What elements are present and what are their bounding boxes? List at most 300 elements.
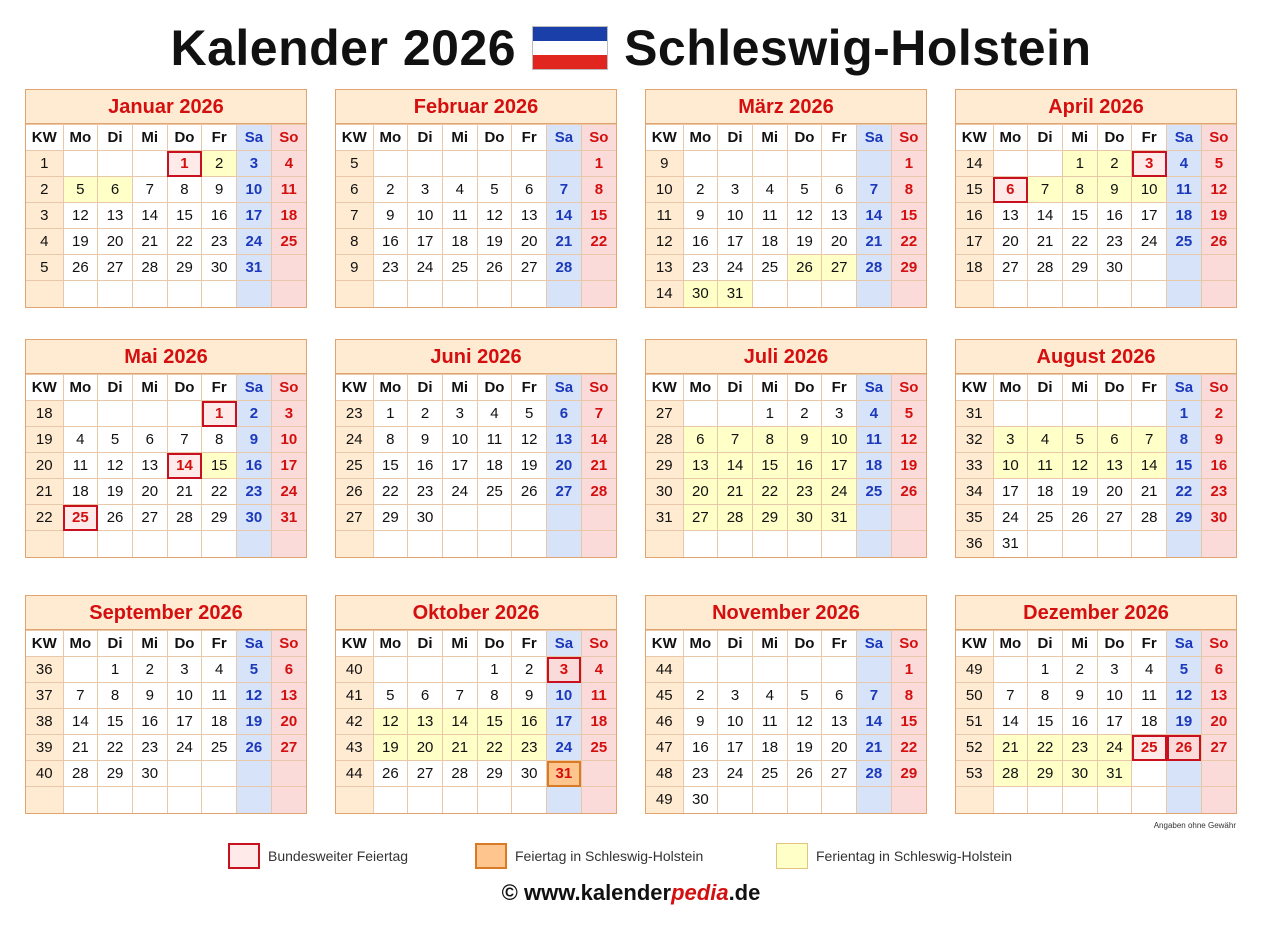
day-cell[interactable]: 3 — [442, 401, 477, 427]
day-cell[interactable]: 3 — [993, 427, 1028, 453]
day-cell[interactable]: 13 — [512, 203, 547, 229]
day-cell[interactable]: 20 — [132, 479, 167, 505]
day-cell[interactable]: 9 — [408, 427, 443, 453]
day-cell[interactable]: 12 — [1062, 453, 1097, 479]
day-cell[interactable]: 2 — [202, 151, 237, 177]
day-cell[interactable]: 25 — [1028, 505, 1063, 531]
day-cell[interactable]: 10 — [822, 427, 857, 453]
day-cell[interactable]: 10 — [1132, 177, 1167, 203]
day-cell[interactable]: 25 — [1167, 229, 1202, 255]
day-cell[interactable]: 27 — [822, 761, 857, 787]
day-cell[interactable]: 5 — [891, 401, 926, 427]
day-cell[interactable]: 27 — [993, 255, 1028, 281]
day-cell[interactable]: 7 — [167, 427, 202, 453]
day-cell[interactable]: 12 — [787, 709, 822, 735]
day-cell[interactable]: 27 — [683, 505, 718, 531]
day-cell[interactable]: 11 — [752, 709, 787, 735]
day-cell[interactable]: 14 — [167, 453, 202, 479]
day-cell[interactable]: 28 — [132, 255, 167, 281]
day-cell[interactable]: 5 — [373, 683, 408, 709]
day-cell[interactable]: 9 — [683, 203, 718, 229]
day-cell[interactable]: 24 — [547, 735, 582, 761]
day-cell[interactable]: 22 — [477, 735, 512, 761]
day-cell[interactable]: 18 — [1028, 479, 1063, 505]
day-cell[interactable]: 13 — [822, 709, 857, 735]
day-cell[interactable]: 18 — [202, 709, 237, 735]
day-cell[interactable]: 2 — [683, 177, 718, 203]
day-cell[interactable]: 24 — [718, 255, 753, 281]
day-cell[interactable]: 4 — [752, 683, 787, 709]
day-cell[interactable]: 22 — [373, 479, 408, 505]
day-cell[interactable]: 26 — [787, 255, 822, 281]
day-cell[interactable]: 20 — [822, 229, 857, 255]
day-cell[interactable]: 23 — [512, 735, 547, 761]
day-cell[interactable]: 26 — [373, 761, 408, 787]
day-cell[interactable]: 16 — [1097, 203, 1132, 229]
day-cell[interactable]: 23 — [132, 735, 167, 761]
day-cell[interactable]: 18 — [271, 203, 306, 229]
day-cell[interactable]: 22 — [1167, 479, 1202, 505]
day-cell[interactable]: 31 — [993, 531, 1028, 557]
day-cell[interactable]: 27 — [547, 479, 582, 505]
day-cell[interactable]: 3 — [1132, 151, 1167, 177]
day-cell[interactable]: 18 — [857, 453, 892, 479]
day-cell[interactable]: 25 — [63, 505, 98, 531]
day-cell[interactable]: 3 — [408, 177, 443, 203]
day-cell[interactable]: 11 — [477, 427, 512, 453]
day-cell[interactable]: 25 — [442, 255, 477, 281]
day-cell[interactable]: 25 — [857, 479, 892, 505]
day-cell[interactable]: 25 — [752, 761, 787, 787]
day-cell[interactable]: 14 — [63, 709, 98, 735]
day-cell[interactable]: 19 — [237, 709, 272, 735]
day-cell[interactable]: 23 — [373, 255, 408, 281]
footer-credit[interactable] — [0, 880, 1262, 906]
day-cell[interactable]: 13 — [993, 203, 1028, 229]
day-cell[interactable]: 11 — [1132, 683, 1167, 709]
day-cell[interactable]: 4 — [581, 657, 616, 683]
day-cell[interactable]: 25 — [752, 255, 787, 281]
day-cell[interactable]: 9 — [202, 177, 237, 203]
day-cell[interactable]: 18 — [442, 229, 477, 255]
day-cell[interactable]: 17 — [1132, 203, 1167, 229]
day-cell[interactable]: 30 — [1062, 761, 1097, 787]
day-cell[interactable]: 22 — [891, 229, 926, 255]
day-cell[interactable]: 8 — [1028, 683, 1063, 709]
day-cell[interactable]: 8 — [167, 177, 202, 203]
day-cell[interactable]: 3 — [1097, 657, 1132, 683]
day-cell[interactable]: 7 — [857, 683, 892, 709]
day-cell[interactable]: 10 — [237, 177, 272, 203]
day-cell[interactable]: 20 — [512, 229, 547, 255]
day-cell[interactable]: 25 — [271, 229, 306, 255]
day-cell[interactable]: 17 — [718, 735, 753, 761]
day-cell[interactable]: 19 — [1062, 479, 1097, 505]
day-cell[interactable]: 23 — [408, 479, 443, 505]
day-cell[interactable]: 19 — [891, 453, 926, 479]
day-cell[interactable]: 15 — [373, 453, 408, 479]
day-cell[interactable]: 5 — [1201, 151, 1236, 177]
day-cell[interactable]: 2 — [1201, 401, 1236, 427]
day-cell[interactable]: 4 — [202, 657, 237, 683]
day-cell[interactable]: 1 — [1062, 151, 1097, 177]
day-cell[interactable]: 6 — [822, 177, 857, 203]
day-cell[interactable]: 14 — [442, 709, 477, 735]
day-cell[interactable]: 6 — [408, 683, 443, 709]
day-cell[interactable]: 1 — [752, 401, 787, 427]
day-cell[interactable]: 17 — [408, 229, 443, 255]
day-cell[interactable]: 29 — [1028, 761, 1063, 787]
day-cell[interactable]: 19 — [373, 735, 408, 761]
day-cell[interactable]: 29 — [752, 505, 787, 531]
day-cell[interactable]: 19 — [512, 453, 547, 479]
day-cell[interactable]: 23 — [1097, 229, 1132, 255]
day-cell[interactable]: 29 — [373, 505, 408, 531]
day-cell[interactable]: 21 — [547, 229, 582, 255]
day-cell[interactable]: 7 — [581, 401, 616, 427]
day-cell[interactable]: 18 — [63, 479, 98, 505]
day-cell[interactable]: 3 — [167, 657, 202, 683]
day-cell[interactable]: 22 — [202, 479, 237, 505]
day-cell[interactable]: 28 — [857, 761, 892, 787]
day-cell[interactable]: 8 — [98, 683, 133, 709]
day-cell[interactable]: 15 — [1028, 709, 1063, 735]
day-cell[interactable]: 19 — [1167, 709, 1202, 735]
day-cell[interactable]: 29 — [202, 505, 237, 531]
day-cell[interactable]: 24 — [408, 255, 443, 281]
day-cell[interactable]: 1 — [98, 657, 133, 683]
day-cell[interactable]: 28 — [547, 255, 582, 281]
day-cell[interactable]: 16 — [1062, 709, 1097, 735]
day-cell[interactable]: 21 — [1028, 229, 1063, 255]
day-cell[interactable]: 19 — [787, 735, 822, 761]
day-cell[interactable]: 14 — [132, 203, 167, 229]
day-cell[interactable]: 1 — [1028, 657, 1063, 683]
day-cell[interactable]: 3 — [237, 151, 272, 177]
day-cell[interactable]: 27 — [822, 255, 857, 281]
day-cell[interactable]: 26 — [1167, 735, 1202, 761]
day-cell[interactable]: 27 — [512, 255, 547, 281]
day-cell[interactable]: 17 — [993, 479, 1028, 505]
day-cell[interactable]: 30 — [512, 761, 547, 787]
day-cell[interactable]: 12 — [891, 427, 926, 453]
day-cell[interactable]: 31 — [547, 761, 582, 787]
day-cell[interactable]: 1 — [373, 401, 408, 427]
day-cell[interactable]: 5 — [512, 401, 547, 427]
day-cell[interactable]: 23 — [683, 255, 718, 281]
day-cell[interactable]: 16 — [1201, 453, 1236, 479]
day-cell[interactable]: 15 — [1062, 203, 1097, 229]
day-cell[interactable]: 25 — [1132, 735, 1167, 761]
day-cell[interactable]: 13 — [98, 203, 133, 229]
day-cell[interactable]: 3 — [718, 683, 753, 709]
day-cell[interactable]: 17 — [1097, 709, 1132, 735]
day-cell[interactable]: 26 — [237, 735, 272, 761]
day-cell[interactable]: 30 — [1097, 255, 1132, 281]
day-cell[interactable]: 12 — [98, 453, 133, 479]
day-cell[interactable]: 5 — [477, 177, 512, 203]
day-cell[interactable]: 16 — [202, 203, 237, 229]
day-cell[interactable]: 4 — [1132, 657, 1167, 683]
day-cell[interactable]: 4 — [1167, 151, 1202, 177]
day-cell[interactable]: 22 — [98, 735, 133, 761]
day-cell[interactable]: 22 — [581, 229, 616, 255]
day-cell[interactable]: 16 — [512, 709, 547, 735]
day-cell[interactable]: 12 — [1167, 683, 1202, 709]
day-cell[interactable]: 28 — [1028, 255, 1063, 281]
day-cell[interactable]: 10 — [167, 683, 202, 709]
day-cell[interactable]: 14 — [547, 203, 582, 229]
day-cell[interactable]: 8 — [891, 683, 926, 709]
day-cell[interactable]: 2 — [787, 401, 822, 427]
day-cell[interactable]: 1 — [1167, 401, 1202, 427]
day-cell[interactable]: 4 — [857, 401, 892, 427]
day-cell[interactable]: 19 — [477, 229, 512, 255]
day-cell[interactable]: 8 — [581, 177, 616, 203]
day-cell[interactable]: 6 — [683, 427, 718, 453]
day-cell[interactable]: 30 — [202, 255, 237, 281]
day-cell[interactable]: 24 — [167, 735, 202, 761]
day-cell[interactable]: 10 — [271, 427, 306, 453]
day-cell[interactable]: 22 — [752, 479, 787, 505]
day-cell[interactable]: 13 — [271, 683, 306, 709]
day-cell[interactable]: 16 — [787, 453, 822, 479]
day-cell[interactable]: 18 — [752, 229, 787, 255]
day-cell[interactable]: 30 — [683, 281, 718, 307]
day-cell[interactable]: 9 — [1201, 427, 1236, 453]
day-cell[interactable]: 4 — [1028, 427, 1063, 453]
day-cell[interactable]: 21 — [581, 453, 616, 479]
day-cell[interactable]: 27 — [1097, 505, 1132, 531]
day-cell[interactable]: 29 — [98, 761, 133, 787]
day-cell[interactable]: 7 — [993, 683, 1028, 709]
day-cell[interactable]: 17 — [442, 453, 477, 479]
day-cell[interactable]: 9 — [132, 683, 167, 709]
day-cell[interactable]: 27 — [1201, 735, 1236, 761]
day-cell[interactable]: 17 — [718, 229, 753, 255]
day-cell[interactable]: 21 — [442, 735, 477, 761]
day-cell[interactable]: 2 — [1062, 657, 1097, 683]
day-cell[interactable]: 20 — [98, 229, 133, 255]
day-cell[interactable]: 15 — [477, 709, 512, 735]
day-cell[interactable]: 21 — [993, 735, 1028, 761]
day-cell[interactable]: 29 — [167, 255, 202, 281]
day-cell[interactable]: 1 — [202, 401, 237, 427]
day-cell[interactable]: 3 — [718, 177, 753, 203]
day-cell[interactable]: 14 — [857, 709, 892, 735]
day-cell[interactable]: 22 — [1028, 735, 1063, 761]
day-cell[interactable]: 28 — [1132, 505, 1167, 531]
day-cell[interactable]: 26 — [63, 255, 98, 281]
day-cell[interactable]: 13 — [547, 427, 582, 453]
day-cell[interactable]: 15 — [1167, 453, 1202, 479]
day-cell[interactable]: 14 — [581, 427, 616, 453]
day-cell[interactable]: 6 — [98, 177, 133, 203]
day-cell[interactable]: 7 — [442, 683, 477, 709]
day-cell[interactable]: 20 — [683, 479, 718, 505]
day-cell[interactable]: 5 — [1062, 427, 1097, 453]
day-cell[interactable]: 21 — [167, 479, 202, 505]
day-cell[interactable]: 25 — [202, 735, 237, 761]
day-cell[interactable]: 2 — [237, 401, 272, 427]
day-cell[interactable]: 9 — [373, 203, 408, 229]
day-cell[interactable]: 12 — [477, 203, 512, 229]
day-cell[interactable]: 21 — [857, 735, 892, 761]
day-cell[interactable]: 20 — [547, 453, 582, 479]
day-cell[interactable]: 31 — [1097, 761, 1132, 787]
day-cell[interactable]: 28 — [63, 761, 98, 787]
day-cell[interactable]: 1 — [477, 657, 512, 683]
day-cell[interactable]: 19 — [1201, 203, 1236, 229]
day-cell[interactable]: 7 — [63, 683, 98, 709]
day-cell[interactable]: 6 — [993, 177, 1028, 203]
day-cell[interactable]: 6 — [1201, 657, 1236, 683]
day-cell[interactable]: 8 — [477, 683, 512, 709]
day-cell[interactable]: 28 — [718, 505, 753, 531]
day-cell[interactable]: 20 — [1201, 709, 1236, 735]
day-cell[interactable]: 26 — [1062, 505, 1097, 531]
day-cell[interactable]: 21 — [63, 735, 98, 761]
day-cell[interactable]: 8 — [1062, 177, 1097, 203]
day-cell[interactable]: 11 — [1028, 453, 1063, 479]
day-cell[interactable]: 17 — [271, 453, 306, 479]
day-cell[interactable]: 17 — [547, 709, 582, 735]
day-cell[interactable]: 11 — [752, 203, 787, 229]
day-cell[interactable]: 20 — [271, 709, 306, 735]
day-cell[interactable]: 2 — [132, 657, 167, 683]
day-cell[interactable]: 29 — [1167, 505, 1202, 531]
day-cell[interactable]: 5 — [787, 683, 822, 709]
day-cell[interactable]: 31 — [822, 505, 857, 531]
day-cell[interactable]: 10 — [442, 427, 477, 453]
day-cell[interactable]: 30 — [1201, 505, 1236, 531]
day-cell[interactable]: 2 — [408, 401, 443, 427]
day-cell[interactable]: 6 — [547, 401, 582, 427]
day-cell[interactable]: 16 — [683, 735, 718, 761]
day-cell[interactable]: 15 — [891, 203, 926, 229]
day-cell[interactable]: 1 — [891, 657, 926, 683]
day-cell[interactable]: 15 — [581, 203, 616, 229]
day-cell[interactable]: 12 — [373, 709, 408, 735]
day-cell[interactable]: 24 — [442, 479, 477, 505]
day-cell[interactable]: 12 — [512, 427, 547, 453]
day-cell[interactable]: 2 — [512, 657, 547, 683]
day-cell[interactable]: 28 — [993, 761, 1028, 787]
day-cell[interactable]: 24 — [271, 479, 306, 505]
day-cell[interactable]: 30 — [787, 505, 822, 531]
day-cell[interactable]: 24 — [993, 505, 1028, 531]
day-cell[interactable]: 29 — [477, 761, 512, 787]
day-cell[interactable]: 18 — [1132, 709, 1167, 735]
day-cell[interactable]: 2 — [683, 683, 718, 709]
day-cell[interactable]: 15 — [167, 203, 202, 229]
day-cell[interactable]: 18 — [752, 735, 787, 761]
day-cell[interactable]: 9 — [1097, 177, 1132, 203]
day-cell[interactable]: 28 — [167, 505, 202, 531]
day-cell[interactable]: 31 — [237, 255, 272, 281]
day-cell[interactable]: 7 — [547, 177, 582, 203]
day-cell[interactable]: 22 — [891, 735, 926, 761]
day-cell[interactable]: 8 — [202, 427, 237, 453]
day-cell[interactable]: 8 — [373, 427, 408, 453]
day-cell[interactable]: 26 — [891, 479, 926, 505]
day-cell[interactable]: 9 — [683, 709, 718, 735]
day-cell[interactable]: 16 — [683, 229, 718, 255]
day-cell[interactable]: 21 — [857, 229, 892, 255]
day-cell[interactable]: 5 — [787, 177, 822, 203]
day-cell[interactable]: 30 — [237, 505, 272, 531]
day-cell[interactable]: 11 — [202, 683, 237, 709]
day-cell[interactable]: 23 — [1201, 479, 1236, 505]
day-cell[interactable]: 20 — [993, 229, 1028, 255]
day-cell[interactable]: 8 — [1167, 427, 1202, 453]
day-cell[interactable]: 11 — [581, 683, 616, 709]
day-cell[interactable]: 14 — [857, 203, 892, 229]
day-cell[interactable]: 24 — [1132, 229, 1167, 255]
day-cell[interactable]: 21 — [132, 229, 167, 255]
day-cell[interactable]: 31 — [271, 505, 306, 531]
day-cell[interactable]: 17 — [167, 709, 202, 735]
day-cell[interactable]: 12 — [63, 203, 98, 229]
day-cell[interactable]: 1 — [891, 151, 926, 177]
day-cell[interactable]: 26 — [477, 255, 512, 281]
day-cell[interactable]: 7 — [718, 427, 753, 453]
day-cell[interactable]: 4 — [752, 177, 787, 203]
day-cell[interactable]: 13 — [822, 203, 857, 229]
day-cell[interactable]: 12 — [787, 203, 822, 229]
day-cell[interactable]: 4 — [271, 151, 306, 177]
day-cell[interactable]: 30 — [408, 505, 443, 531]
day-cell[interactable]: 16 — [373, 229, 408, 255]
day-cell[interactable]: 11 — [442, 203, 477, 229]
day-cell[interactable]: 14 — [1132, 453, 1167, 479]
day-cell[interactable]: 4 — [63, 427, 98, 453]
day-cell[interactable]: 15 — [98, 709, 133, 735]
day-cell[interactable]: 17 — [822, 453, 857, 479]
day-cell[interactable]: 13 — [408, 709, 443, 735]
day-cell[interactable]: 15 — [202, 453, 237, 479]
day-cell[interactable]: 26 — [787, 761, 822, 787]
day-cell[interactable]: 6 — [132, 427, 167, 453]
day-cell[interactable]: 24 — [718, 761, 753, 787]
day-cell[interactable]: 5 — [1167, 657, 1202, 683]
day-cell[interactable]: 1 — [167, 151, 202, 177]
day-cell[interactable]: 10 — [547, 683, 582, 709]
day-cell[interactable]: 24 — [237, 229, 272, 255]
day-cell[interactable]: 16 — [237, 453, 272, 479]
day-cell[interactable]: 22 — [167, 229, 202, 255]
day-cell[interactable]: 6 — [822, 683, 857, 709]
day-cell[interactable]: 18 — [1167, 203, 1202, 229]
day-cell[interactable]: 1 — [581, 151, 616, 177]
day-cell[interactable]: 27 — [98, 255, 133, 281]
day-cell[interactable]: 12 — [237, 683, 272, 709]
day-cell[interactable]: 17 — [237, 203, 272, 229]
day-cell[interactable]: 20 — [408, 735, 443, 761]
day-cell[interactable]: 5 — [98, 427, 133, 453]
day-cell[interactable]: 7 — [132, 177, 167, 203]
day-cell[interactable]: 9 — [237, 427, 272, 453]
day-cell[interactable]: 13 — [132, 453, 167, 479]
day-cell[interactable]: 28 — [581, 479, 616, 505]
day-cell[interactable]: 5 — [63, 177, 98, 203]
day-cell[interactable]: 19 — [787, 229, 822, 255]
day-cell[interactable]: 10 — [1097, 683, 1132, 709]
day-cell[interactable]: 14 — [718, 453, 753, 479]
day-cell[interactable]: 6 — [1097, 427, 1132, 453]
day-cell[interactable]: 29 — [1062, 255, 1097, 281]
day-cell[interactable]: 15 — [891, 709, 926, 735]
